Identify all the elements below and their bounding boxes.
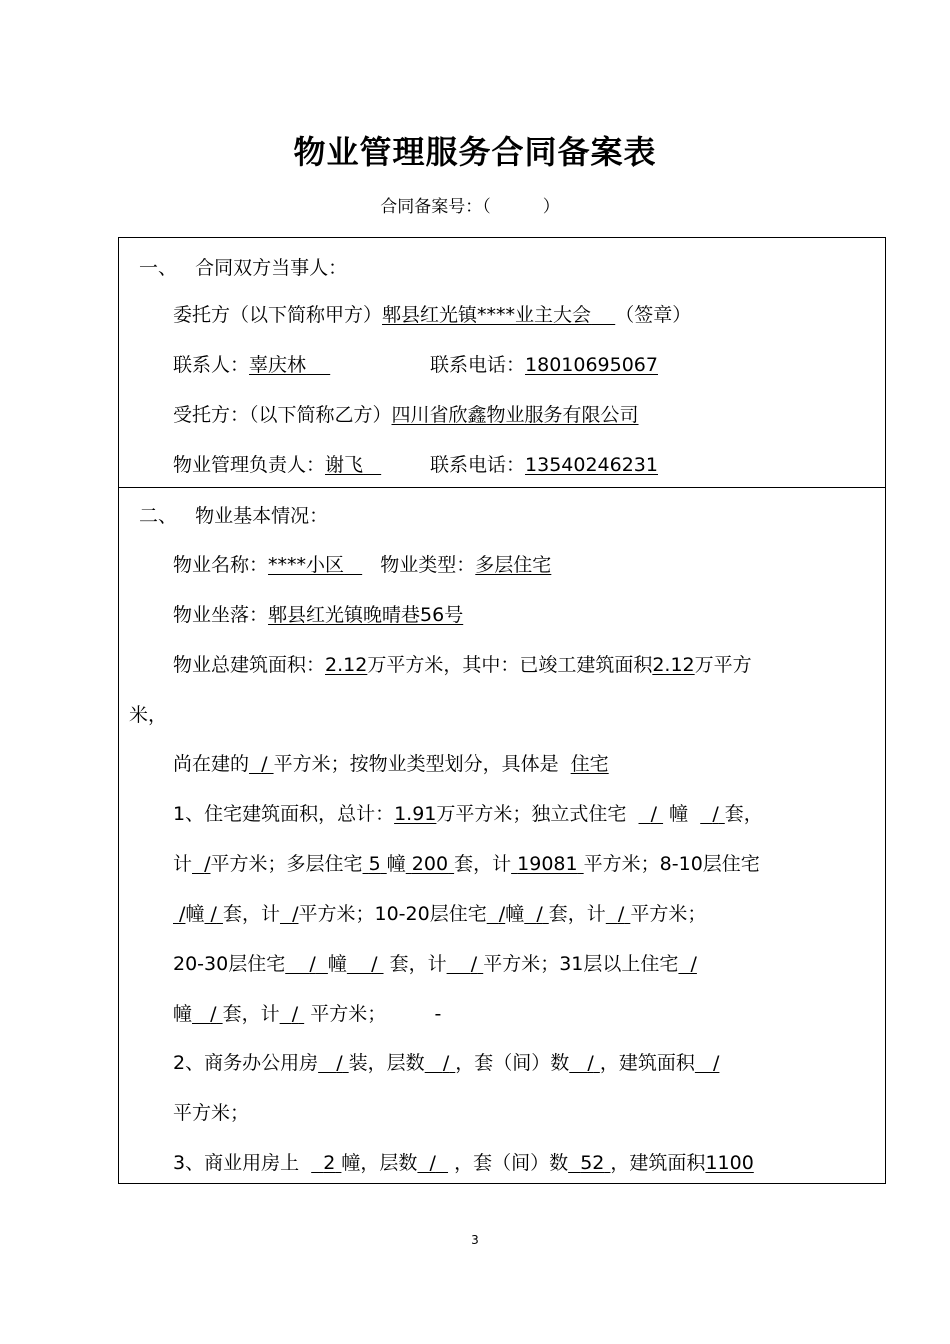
text: 套，计	[389, 953, 447, 975]
section2-title: 物业基本情况：	[195, 505, 329, 527]
manager-phone-label: 联系电话：	[430, 454, 526, 476]
section-divider	[119, 487, 885, 488]
area-unit: 万平方	[694, 654, 752, 676]
value: /	[291, 1003, 299, 1025]
client-row	[173, 301, 691, 329]
value: /	[371, 953, 378, 975]
property-location-value: 郫县红光镇晚晴巷56号	[268, 604, 464, 626]
value: /	[712, 803, 719, 825]
commercial-row	[173, 1149, 754, 1177]
completed-area-value: 2.12	[652, 654, 695, 676]
building-type-value: 住宅	[570, 753, 609, 775]
value: /	[650, 803, 658, 825]
value: 19081	[517, 853, 578, 875]
filing-number	[0, 194, 940, 220]
manager-value: 谢飞	[325, 454, 364, 476]
section2-number: 二、	[139, 505, 178, 527]
value: 52	[580, 1152, 605, 1174]
text: 装，层数	[348, 1052, 425, 1074]
text: 幢	[505, 903, 525, 925]
office-row	[173, 1049, 719, 1077]
text: 幢	[173, 1003, 193, 1025]
text: 幢	[185, 903, 205, 925]
text: 平方米；	[630, 903, 707, 925]
value: /	[713, 1052, 720, 1074]
client-seal: （签章）	[615, 304, 692, 326]
value: /	[204, 853, 211, 875]
dash-mark: -	[434, 1003, 442, 1025]
building-text: 平方米；按物业类型划分，具体是	[273, 753, 559, 775]
value: /	[429, 1152, 436, 1174]
total-area-value: 2.12	[325, 654, 368, 676]
section1-number: 一、	[139, 257, 178, 279]
text: 幢	[669, 803, 689, 825]
property-location-row	[173, 601, 463, 629]
value: /	[498, 903, 506, 925]
property-location-label: 物业坐落：	[173, 604, 269, 626]
manager-phone	[430, 451, 658, 479]
text: 3、商业用房上	[173, 1152, 300, 1174]
value: 200	[411, 853, 449, 875]
manager-phone-value: 13540246231	[525, 454, 658, 476]
value: /	[309, 953, 316, 975]
building-row	[173, 750, 609, 778]
text: 2、商务办公用房	[173, 1052, 319, 1074]
text: 套，计	[222, 903, 280, 925]
property-name-row	[173, 551, 551, 579]
contact-phone-value: 18010695067	[525, 354, 658, 376]
residential-total-value: 1.91	[394, 803, 437, 825]
total-area-label: 物业总建筑面积：	[173, 654, 326, 676]
text: 1、住宅建筑面积，总计：	[173, 803, 395, 825]
trustee-value: 四川省欣鑫物业服务有限公司	[391, 404, 639, 426]
manager-label: 物业管理负责人：	[173, 454, 326, 476]
value: /	[210, 1003, 217, 1025]
area-continued: 米，	[129, 704, 168, 726]
text: ，建筑面积	[610, 1152, 706, 1174]
residential-row-1	[173, 800, 763, 828]
text: 幢，层数	[341, 1152, 418, 1174]
value: 1100	[705, 1152, 754, 1174]
value: /	[179, 903, 186, 925]
text: 计	[173, 853, 193, 875]
value: /	[336, 1052, 343, 1074]
text: 20-30层住宅	[173, 953, 286, 975]
residential-row-4	[173, 950, 697, 978]
value: 5	[368, 853, 381, 875]
residential-row-5	[173, 1000, 441, 1028]
text: 幢	[386, 853, 406, 875]
office-row-continued: 平方米；	[173, 1102, 250, 1124]
text: 套，计	[222, 1003, 280, 1025]
text: 套，	[724, 803, 763, 825]
residential-row-3	[173, 900, 706, 928]
text: ，套（间）数	[455, 1052, 570, 1074]
section2-heading	[139, 502, 328, 530]
value: /	[210, 903, 217, 925]
text: 万平方米；独立式住宅	[436, 803, 627, 825]
text: 套，计	[454, 853, 512, 875]
text: 套，计	[548, 903, 606, 925]
page-number: 3	[471, 1233, 479, 1247]
text: 平方米；31层以上住宅	[483, 953, 679, 975]
value: /	[470, 953, 478, 975]
value: /	[690, 953, 697, 975]
residential-row-2	[173, 850, 760, 878]
value: /	[536, 903, 543, 925]
total-area-row	[173, 651, 752, 679]
client-label: 委托方（以下简称甲方）	[173, 304, 383, 326]
contact-phone-label: 联系电话：	[430, 354, 526, 376]
trustee-row	[173, 401, 639, 429]
trustee-label: 受托方：（以下简称乙方）	[173, 404, 392, 426]
property-type-value: 多层住宅	[475, 554, 552, 576]
area-text: 万平方米，其中：已竣工建筑面积	[367, 654, 653, 676]
contact-value: 辜庆林	[249, 354, 307, 376]
text: 平方米；多层住宅	[210, 853, 363, 875]
building-value: /	[261, 753, 268, 775]
text: 幢	[327, 953, 347, 975]
value: /	[617, 903, 625, 925]
section1-heading	[139, 254, 347, 282]
value: /	[587, 1052, 594, 1074]
text: ，套（间）数	[454, 1152, 569, 1174]
value: /	[292, 903, 299, 925]
document-title: 物业管理服务合同备案表	[293, 133, 657, 171]
client-value: 郫县红光镇****业主大会	[382, 304, 592, 326]
property-name-label: 物业名称：	[173, 554, 269, 576]
text: 平方米；8-10层住宅	[583, 853, 760, 875]
building-label: 尚在建的	[173, 753, 250, 775]
text: 平方米；10-20层住宅	[298, 903, 487, 925]
contact-label: 联系人：	[173, 354, 250, 376]
record-table	[118, 237, 886, 1184]
filing-close: ）	[542, 197, 560, 217]
property-type-label: 物业类型：	[380, 554, 476, 576]
contact-phone	[430, 351, 658, 379]
property-name-value: ****小区	[268, 554, 345, 576]
value: 2	[323, 1152, 336, 1174]
manager-row	[173, 451, 381, 479]
value: /	[442, 1052, 450, 1074]
text: 平方米；	[310, 1003, 387, 1025]
contact-row	[173, 351, 330, 379]
section1-title: 合同双方当事人：	[195, 257, 348, 279]
filing-label: 合同备案号：（	[380, 197, 491, 217]
text: ，建筑面积	[599, 1052, 695, 1074]
